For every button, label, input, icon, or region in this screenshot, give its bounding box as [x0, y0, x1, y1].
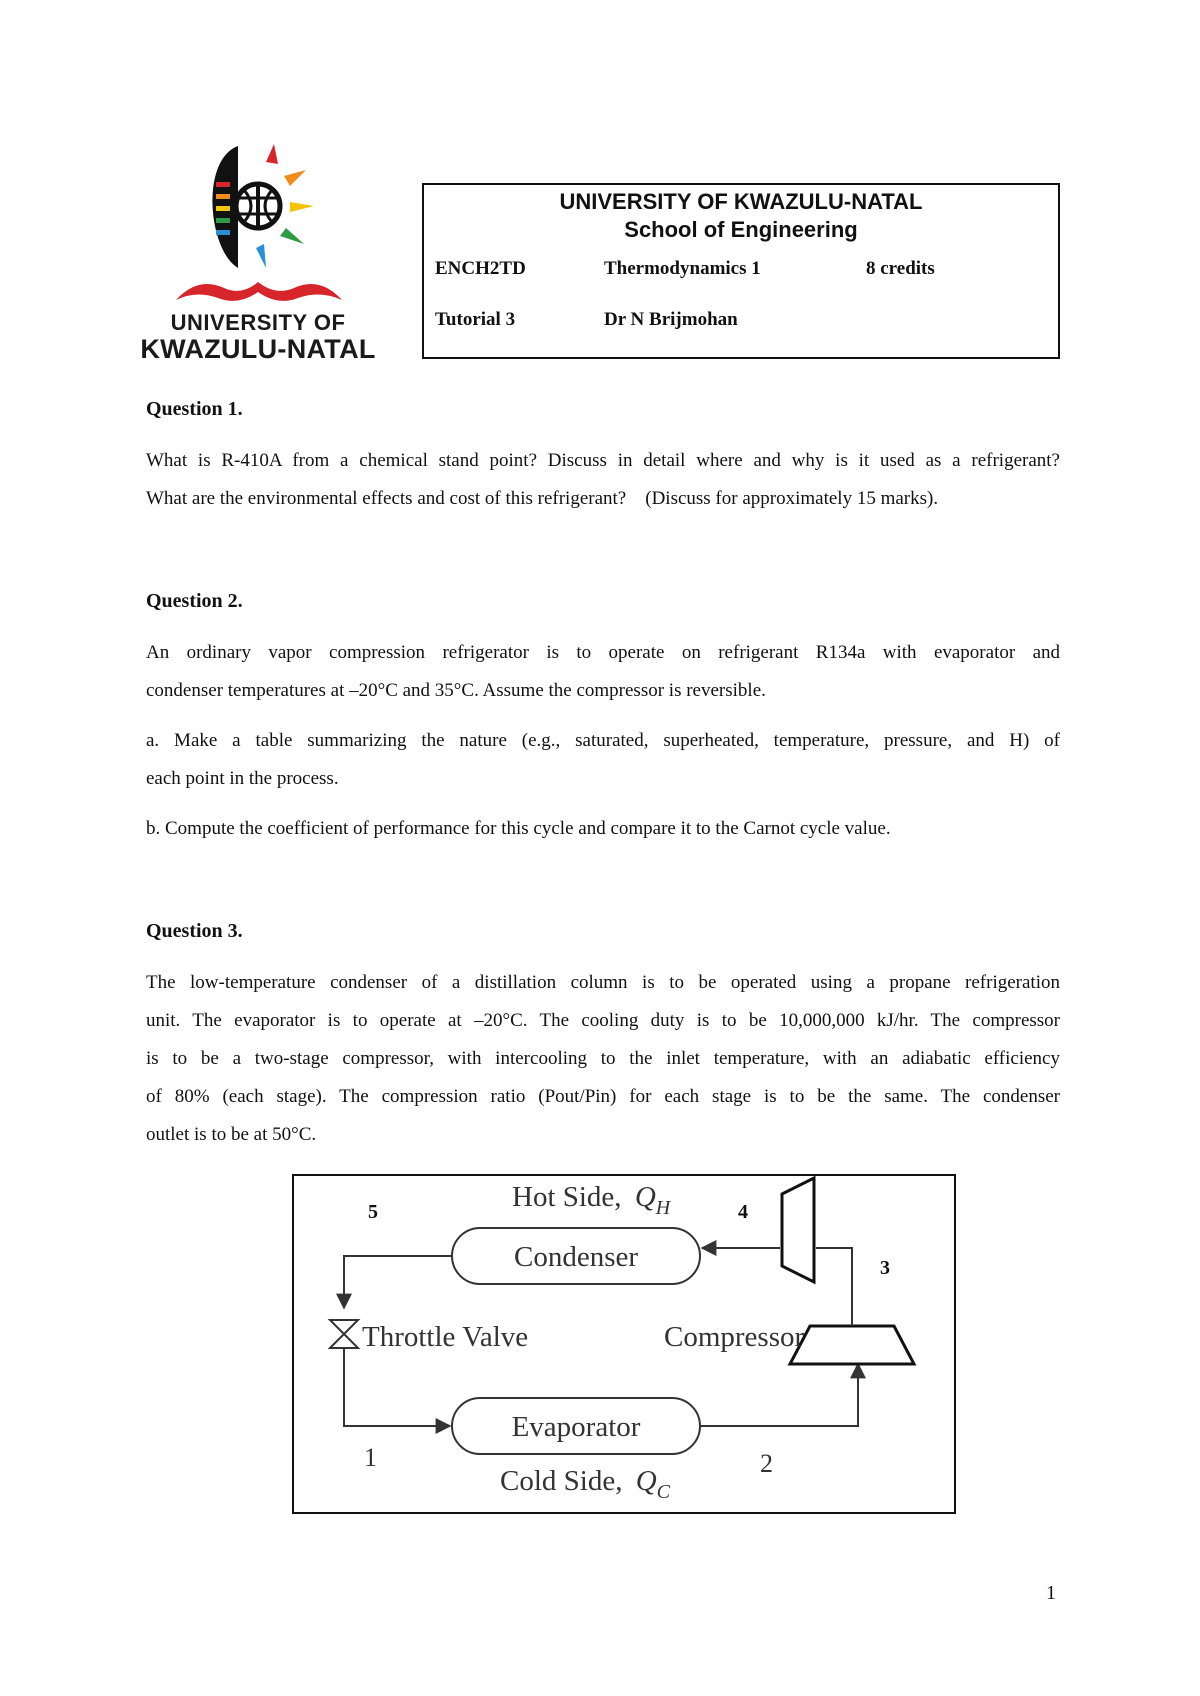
pipe-valve-to-evaporator	[344, 1348, 450, 1426]
logo-ray-blue	[256, 244, 266, 268]
condenser-label: Condenser	[513, 1241, 639, 1273]
logo-ray-orange	[284, 170, 306, 186]
question-2-text-line1: An ordinary vapor compression refrigerator is to operate on refrigerant R134a with evaporator and	[146, 642, 1060, 663]
compressor-label: Compressor	[664, 1321, 805, 1353]
course-header-box	[422, 183, 1060, 359]
state-point-1: 1	[364, 1443, 377, 1472]
question-3-text-line4: of 80% (each stage). The compression ratio (Pout/Pin) for each stage is to be the same. The condenser	[146, 1086, 1060, 1107]
question-1-text-line1: What is R-410A from a chemical stand point? Discuss in detail where and why is it used as a refrigerant?	[146, 450, 1060, 471]
compressor-icon	[790, 1326, 914, 1364]
state-point-3: 3	[880, 1257, 890, 1279]
logo-ray-yellow	[290, 202, 314, 212]
pipe-compressor-to-stage	[816, 1248, 852, 1326]
course-code: ENCH2TD	[435, 258, 526, 279]
question-1-text-line2: What are the environmental effects and cost of this refrigerant? (Discuss for approximately 15 marks).	[146, 488, 939, 509]
logo-wave-shape	[176, 282, 342, 301]
logo-bar-blue	[216, 230, 230, 235]
university-logo	[138, 140, 378, 370]
logo-text-line2: KWAZULU-NATAL	[140, 334, 376, 364]
evaporator-label: Evaporator	[511, 1411, 641, 1443]
compressor-stage-icon	[782, 1178, 814, 1282]
question-2-part-a-line2: each point in the process.	[146, 768, 339, 789]
logo-bar-yellow	[216, 206, 230, 211]
logo-ray-green	[280, 228, 304, 244]
cold-side-label: Cold Side, $Q_C$	[500, 1465, 671, 1503]
question-3-text-line5: outlet is to be at 50°C.	[146, 1124, 317, 1145]
question-2-part-b: b. Compute the coefficient of performance for this cycle and compare it to the Carnot cycle value.	[146, 818, 891, 839]
state-point-4: 4	[738, 1201, 748, 1223]
course-name: Thermodynamics 1	[604, 258, 761, 279]
pipe-evaporator-to-compressor	[700, 1364, 858, 1426]
question-3-title: Question 3.	[146, 920, 243, 942]
throttle-valve-icon	[330, 1320, 358, 1348]
pipe-condenser-to-valve	[344, 1256, 452, 1308]
page-number: 1	[1046, 1582, 1056, 1604]
logo-emblem-icon	[138, 140, 378, 310]
refrigeration-cycle-diagram	[292, 1174, 956, 1514]
school-name: School of Engineering	[624, 217, 858, 242]
question-3-text-line2: unit. The evaporator is to operate at –20°C. The cooling duty is to be 10,000,000 kJ/hr. The compressor	[146, 1010, 1060, 1031]
throttle-valve-label: Throttle Valve	[362, 1321, 529, 1353]
university-name: UNIVERSITY OF KWAZULU-NATAL	[559, 189, 923, 214]
question-2-part-a-line1: a. Make a table summarizing the nature (e.g., saturated, superheated, temperature, pressure, and H) of	[146, 730, 1060, 751]
question-2-text-line2: condenser temperatures at –20°C and 35°C. Assume the compressor is reversible.	[146, 680, 766, 701]
question-3-text-line3: is to be a two-stage compressor, with intercooling to the inlet temperature, with an adiabatic efficiency	[146, 1048, 1060, 1069]
logo-bar-red	[216, 182, 230, 187]
logo-bar-green	[216, 218, 230, 223]
logo-bar-orange	[216, 194, 230, 199]
question-3-text-line1: The low-temperature condenser of a distillation column is to be operated using a propane refrigeration	[146, 972, 1060, 993]
state-point-2: 2	[760, 1449, 773, 1478]
logo-text-line1: UNIVERSITY OF	[170, 310, 346, 335]
hot-side-label: Hot Side, $Q_H$	[512, 1181, 671, 1219]
question-1-title: Question 1.	[146, 398, 243, 420]
course-credits: 8 credits	[866, 258, 935, 279]
question-2-title: Question 2.	[146, 590, 243, 612]
state-point-5: 5	[368, 1201, 378, 1223]
tutorial-number: Tutorial 3	[435, 309, 516, 330]
lecturer-name: Dr N Brijmohan	[604, 309, 738, 330]
logo-ray-red	[266, 144, 278, 164]
